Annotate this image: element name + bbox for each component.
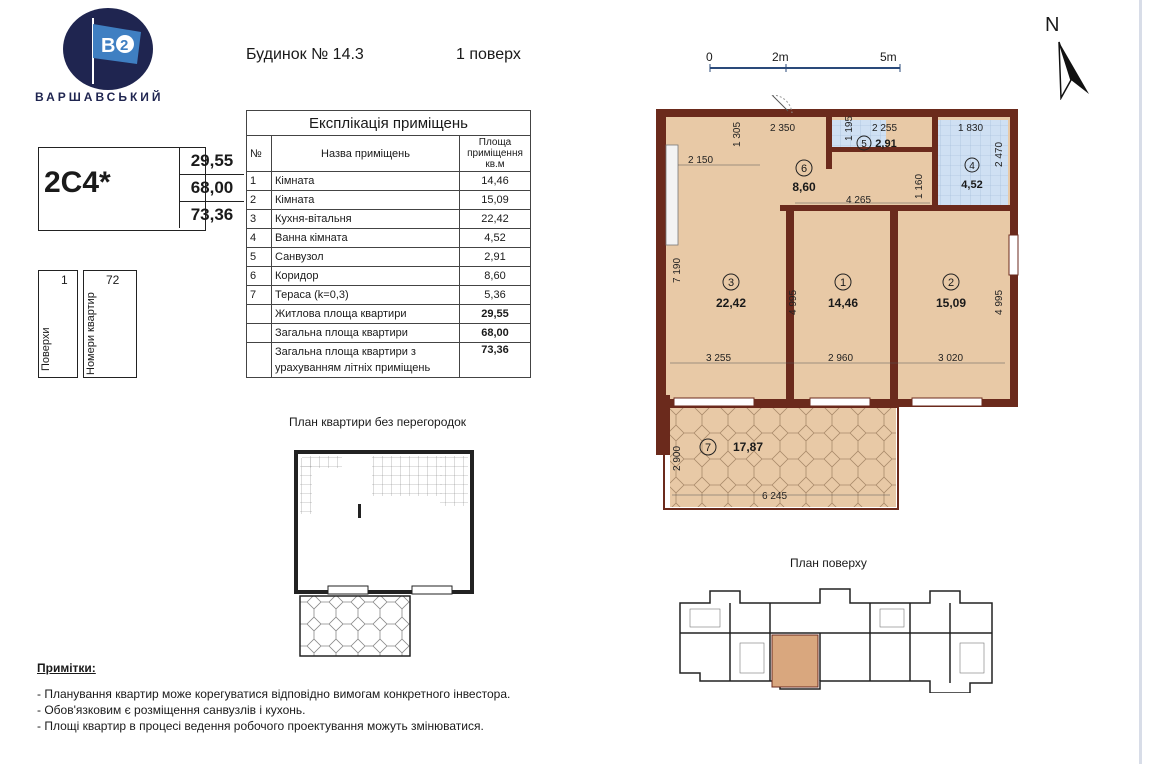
row-num: 5 <box>247 248 272 267</box>
table-row <box>247 191 531 210</box>
col-area-header: Площа приміщення кв.м <box>460 136 531 172</box>
room-area-5: 2,91 <box>875 138 897 150</box>
total-summer-area-value: 73,36 <box>179 202 244 228</box>
note-item: - Планування квартир може корегуватися відповідно вимогам конкретного інвестора. <box>37 687 511 701</box>
numbers-value: 72 <box>106 273 120 287</box>
dimension-label: 4 995 <box>788 289 799 315</box>
floors-label: Поверхи <box>40 327 52 371</box>
apartment-floor-plan <box>650 95 1030 520</box>
total-row <box>247 343 531 378</box>
table-row <box>247 229 531 248</box>
row-num: 6 <box>247 267 272 286</box>
floors-value: 1 <box>61 273 68 287</box>
row-name: Кімната <box>272 172 460 191</box>
room-id-1: 1 <box>839 277 847 289</box>
room-area-1: 14,46 <box>827 296 859 310</box>
row-area: 4,52 <box>460 229 531 248</box>
dimension-label: 4 265 <box>846 195 872 206</box>
dimension-label: 1 160 <box>914 173 925 199</box>
note-item: - Обов'язковим є розміщення санвузлів і кухонь. <box>37 703 306 717</box>
logo-number: 2 <box>120 37 129 54</box>
row-num: 3 <box>247 210 272 229</box>
room-id-6: 6 <box>800 163 808 175</box>
room-id-5: 5 <box>861 139 867 150</box>
table-row <box>247 248 531 267</box>
compass-label: N <box>1045 14 1060 36</box>
row-area: 14,46 <box>460 172 531 191</box>
row-num: 7 <box>247 286 272 305</box>
total-name: Загальна площа квартири з урахуванням літніх приміщень <box>272 343 460 378</box>
north-arrow-icon <box>1045 40 1093 100</box>
room-area-2: 15,09 <box>935 296 967 310</box>
total-name: Загальна площа квартири <box>272 324 460 343</box>
room-area-4: 4,52 <box>961 179 983 191</box>
logo-flag-icon <box>63 8 153 90</box>
row-name: Ванна кімната <box>272 229 460 248</box>
row-area: 2,91 <box>460 248 531 267</box>
notes-heading: Примітки: <box>37 661 96 675</box>
table-row <box>247 267 531 286</box>
row-area: 22,42 <box>460 210 531 229</box>
row-name: Кухня-вітальня <box>272 210 460 229</box>
page-border-rule <box>1139 0 1142 764</box>
room-id-3: 3 <box>727 277 735 289</box>
row-area: 5,36 <box>460 286 531 305</box>
apartment-code: 2С4* <box>44 166 111 199</box>
note-item: - Площі квартир в процесі ведення робочого проектування можуть змінюватися. <box>37 719 484 733</box>
dimension-label: 2 150 <box>688 155 714 166</box>
dimension-label: 4 995 <box>994 289 1005 315</box>
row-num: 4 <box>247 229 272 248</box>
brand-logo <box>63 8 153 90</box>
table-row <box>247 210 531 229</box>
scale-label-2m: 2m <box>772 50 789 64</box>
table-row <box>247 172 531 191</box>
notes-section <box>37 660 510 734</box>
col-name-header: Назва приміщень <box>272 136 460 172</box>
room-id-4: 4 <box>969 161 975 172</box>
explication-table <box>246 110 531 378</box>
scale-label-0: 0 <box>706 50 713 64</box>
floor-title: 1 поверх <box>456 46 521 63</box>
floor-overview-plan <box>670 583 1000 693</box>
total-row <box>247 305 531 324</box>
row-num: 2 <box>247 191 272 210</box>
row-name: Коридор <box>272 267 460 286</box>
numbers-label: Номери квартир <box>85 292 97 375</box>
row-name: Санвузол <box>272 248 460 267</box>
row-area: 15,09 <box>460 191 531 210</box>
row-num: 1 <box>247 172 272 191</box>
dimension-label: 2 470 <box>994 141 1005 167</box>
numbers-cell <box>83 270 137 378</box>
room-area-7: 17,87 <box>732 440 764 454</box>
table-row <box>247 286 531 305</box>
room-area-6: 8,60 <box>792 180 816 194</box>
scale-bar <box>700 64 910 72</box>
dimension-label: 1 830 <box>958 123 984 134</box>
open-plan-caption: План квартири без перегородок <box>289 415 467 429</box>
living-area-value: 29,55 <box>179 148 244 175</box>
dimension-label: 2 900 <box>672 445 683 471</box>
explication-title: Експлікація приміщень <box>247 111 531 136</box>
floors-cell <box>38 270 78 378</box>
room-id-7: 7 <box>704 442 712 454</box>
floor-plan-caption: План поверху <box>790 556 867 570</box>
room-id-2: 2 <box>947 277 955 289</box>
dimension-label: 3 255 <box>706 353 732 364</box>
logo-letter: B <box>101 35 116 57</box>
building-title: Будинок № 14.3 <box>246 46 364 63</box>
dimension-label: 2 960 <box>828 353 854 364</box>
total-row <box>247 324 531 343</box>
total-area: 73,36 <box>460 343 531 378</box>
row-name: Тераса (k=0,3) <box>272 286 460 305</box>
brand-name: ВАРШАВСЬКИЙ <box>35 90 164 104</box>
scale-label-5m: 5m <box>880 50 897 64</box>
total-area: 68,00 <box>460 324 531 343</box>
room-area-3: 22,42 <box>715 296 747 310</box>
row-name: Кімната <box>272 191 460 210</box>
col-number-header: № <box>247 136 272 172</box>
dimension-label: 2 350 <box>770 123 796 134</box>
dimension-label: 6 245 <box>762 491 788 502</box>
dimension-label: 1 305 <box>732 121 743 147</box>
dimension-label: 2 255 <box>872 123 898 134</box>
dimension-label: 7 190 <box>672 257 683 283</box>
total-area-value: 68,00 <box>179 175 244 202</box>
dimension-label: 3 020 <box>938 353 964 364</box>
total-name: Житлова площа квартири <box>272 305 460 324</box>
open-plan-drawing <box>292 448 477 658</box>
total-area: 29,55 <box>460 305 531 324</box>
dimension-label: 1 195 <box>844 115 855 141</box>
row-area: 8,60 <box>460 267 531 286</box>
